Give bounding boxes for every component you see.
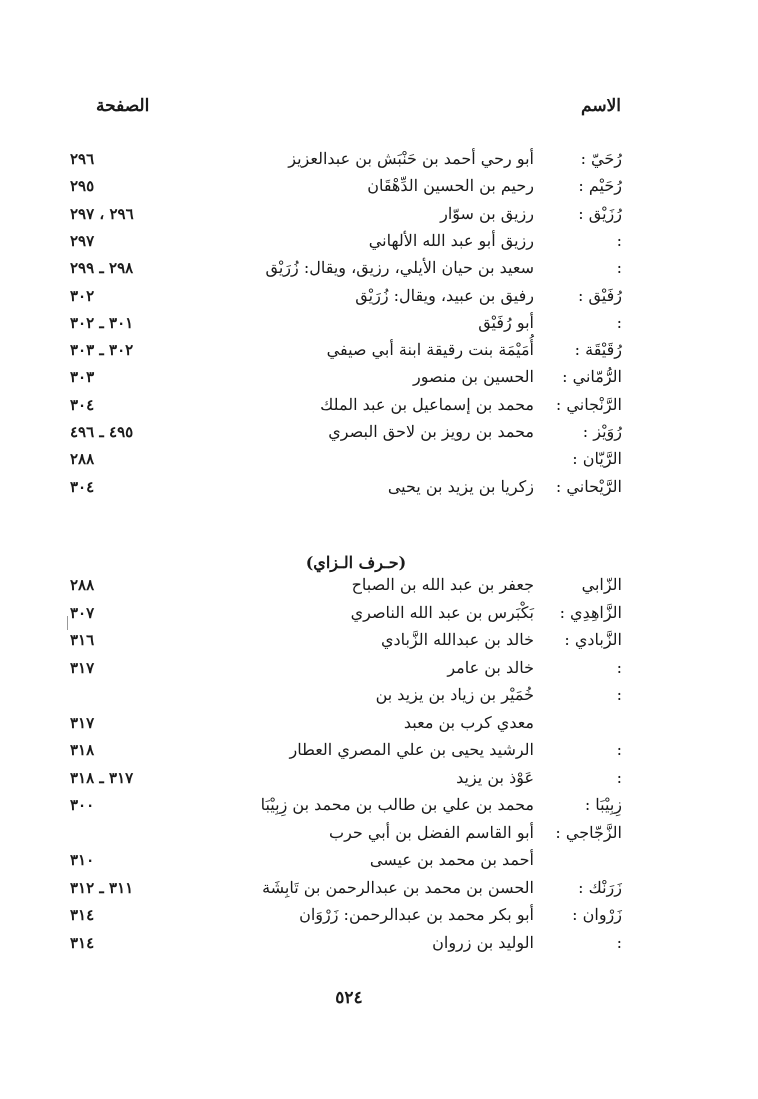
entry-page: ٢٩٥ <box>70 177 95 196</box>
index-entry <box>0 792 758 818</box>
entry-name: أُمَيْمَة بنت رقيقة ابنة أبي صيفي <box>326 340 534 360</box>
entry-name: محمد بن رويز بن لاحق البصري <box>328 422 534 441</box>
entry-page: ٤٩٥ ـ ٤٩٦ <box>70 423 134 441</box>
index-entry <box>0 765 758 791</box>
index-entry <box>0 847 758 873</box>
entry-nisba: رُقَيْقَة : <box>574 340 622 360</box>
index-entry <box>0 572 758 598</box>
entry-nisba: : <box>616 230 622 250</box>
entry-nisba: : <box>616 312 622 332</box>
entry-page: ٢٩٦ <box>70 150 95 168</box>
entry-page: ٣١١ ـ ٣١٢ <box>70 878 134 897</box>
entry-name: رفيق بن عبيد، ويقال: زُرَيْق <box>355 285 534 305</box>
index-entry <box>0 820 758 846</box>
entry-nisba: الزَّجّاجي : <box>555 822 622 842</box>
entry-page: ٣١٧ <box>70 713 95 732</box>
entry-nisba: زَرْوان : <box>572 905 622 924</box>
entry-name: رزيق بن سوّار <box>440 203 534 223</box>
entry-name: جعفر بن عبد الله بن الصباح <box>351 575 534 594</box>
index-entry <box>0 228 758 254</box>
index-entry <box>0 682 758 708</box>
entry-name: أحمد بن محمد بن عيسى <box>369 850 534 869</box>
index-entry <box>0 446 758 472</box>
entry-nisba: : <box>616 932 622 952</box>
entry-name: خُمَيْر بن زياد بن يزيد بن <box>375 685 534 704</box>
entry-nisba: رُفَيْق : <box>577 285 622 305</box>
entry-page: ٣٠٢ <box>70 286 95 305</box>
entry-page: ٢٨٨ <box>70 450 95 469</box>
entry-page: ٣٠٠ <box>70 796 95 814</box>
index-entry <box>0 655 758 681</box>
entry-name: أبو رحي أحمد بن حَنْبَش بن عبدالعزيز <box>288 149 534 168</box>
entry-page: ٣٠٤ <box>70 477 95 496</box>
entry-nisba: : <box>616 657 622 677</box>
entry-nisba: الزَّبادي : <box>564 630 622 649</box>
entry-name: أبو رُفَيْق <box>478 312 534 332</box>
entry-page: ٢٩٧ <box>70 231 95 250</box>
entry-nisba: : <box>616 740 622 759</box>
index-entry <box>0 146 758 172</box>
entry-name: زكريا بن يزيد بن يحيى <box>387 476 534 496</box>
entry-page: ٣٠٣ <box>70 368 95 387</box>
entry-nisba: رُحَيّ : <box>580 149 622 168</box>
entry-page: ٣١٨ <box>70 741 95 759</box>
index-entry <box>0 310 758 336</box>
index-entry <box>0 173 758 199</box>
entry-nisba: الرَّنْجاني : <box>555 394 622 414</box>
entry-page: ٣١٤ <box>70 933 95 952</box>
entry-nisba: الرُّمّاني : <box>562 367 622 387</box>
index-entry <box>0 255 758 281</box>
entry-nisba: الرَّيّان : <box>572 449 622 469</box>
margin-mark <box>67 616 68 630</box>
entry-name: خالد بن عبدالله الزَّبادي <box>380 630 534 649</box>
index-entry <box>0 710 758 736</box>
index-entry <box>0 337 758 363</box>
entry-page: ٣٠٧ <box>70 603 95 622</box>
entry-name: عَوْذ بن يزيد <box>456 767 534 787</box>
entry-page: ٢٩٦ ، ٢٩٧ <box>70 204 134 223</box>
entry-name: سعيد بن حيان الأيلي، رزيق، ويقال: زُرَيْق <box>265 258 534 278</box>
entry-nisba: : <box>616 685 622 704</box>
entry-name: محمد بن علي بن طالب بن محمد بن زِبِيْبَا <box>260 795 534 814</box>
entry-nisba: : <box>616 258 622 278</box>
entry-nisba: زَرَنْك : <box>578 877 622 897</box>
index-entry <box>0 364 758 390</box>
page-number: ٥٢٤ <box>335 988 363 1008</box>
entry-page: ٣٠٤ <box>70 395 95 414</box>
index-entry <box>0 600 758 626</box>
entry-nisba: الزّابي <box>581 575 622 594</box>
entry-nisba: الرَّيْحاني : <box>555 476 622 496</box>
entry-name: معدي كرب بن معبد <box>403 712 534 732</box>
name-column-header: الاسم <box>581 96 621 116</box>
index-entry <box>0 283 758 309</box>
index-entry <box>0 627 758 653</box>
entry-page: ٣١٧ <box>70 658 95 677</box>
index-entry <box>0 737 758 763</box>
entry-name: الحسين بن منصور <box>413 367 534 387</box>
index-entry <box>0 419 758 445</box>
entry-name: بَكْبَرس بن عبد الله الناصري <box>350 602 534 622</box>
entry-nisba: رُوَيْز : <box>582 422 622 441</box>
index-entry <box>0 392 758 418</box>
entry-nisba: زِبِيْبَا : <box>584 795 622 814</box>
entry-page: ٢٨٨ <box>70 576 95 594</box>
entry-name: أبو بكر محمد بن عبدالرحمن: زَرْوَان <box>299 905 534 924</box>
entry-page: ٢٩٨ ـ ٢٩٩ <box>70 259 134 278</box>
entry-nisba: رُزَيْق : <box>578 203 622 223</box>
entry-name: رحيم بن الحسين الدِّهْقَان <box>367 176 534 196</box>
entry-name: محمد بن إسماعيل بن عبد الملك <box>320 394 534 414</box>
index-entry <box>0 201 758 227</box>
index-entry <box>0 902 758 928</box>
index-entry <box>0 474 758 500</box>
entry-page: ٣١٧ ـ ٣١٨ <box>70 768 134 787</box>
page-column-header: الصفحة <box>96 96 150 116</box>
entry-name: الحسن بن محمد بن عبدالرحمن بن تَابِشَة <box>262 877 534 897</box>
entry-name: الوليد بن زروان <box>432 932 534 952</box>
entry-name: أبو القاسم الفضل بن أبي حرب <box>329 822 534 842</box>
entry-page: ٣١٦ <box>70 631 95 649</box>
entry-name: خالد بن عامر <box>447 657 534 677</box>
entry-nisba: رُحَيْم : <box>578 176 622 196</box>
entry-name: الرشيد يحيى بن علي المصري العطار <box>289 740 534 759</box>
entry-page: ٣٠٢ ـ ٣٠٣ <box>70 341 134 360</box>
section-title: (حـرف الـزاي) <box>305 553 407 572</box>
entry-page: ٣٠١ ـ ٣٠٢ <box>70 313 134 332</box>
index-entry <box>0 875 758 901</box>
entry-name: رزيق أبو عبد الله الألهاني <box>368 230 534 250</box>
entry-page: ٣١٠ <box>70 851 95 869</box>
entry-nisba: الزَّاهِدِي : <box>559 602 622 622</box>
entry-nisba: : <box>616 767 622 787</box>
entry-page: ٣١٤ <box>70 906 95 924</box>
index-entry <box>0 930 758 956</box>
